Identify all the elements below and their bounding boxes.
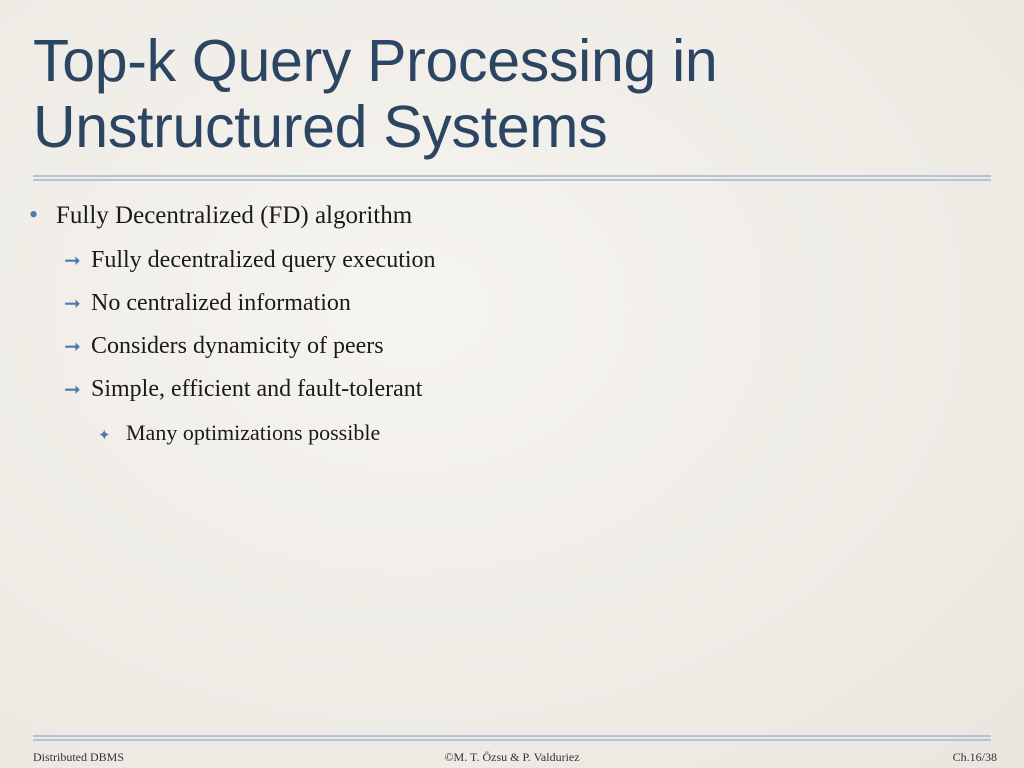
right-arrow-icon: ➞: [64, 293, 81, 315]
footer-page-number: Ch.16/38: [952, 750, 997, 764]
sub-bullet-text: Fully decentralized query execution: [91, 247, 436, 273]
sub-sub-bullet-item: [98, 420, 380, 446]
footer-copyright: ©M. T. Özsu & P. Valduriez: [444, 750, 580, 764]
right-arrow-icon: ➞: [64, 336, 81, 358]
footer-divider: [33, 735, 991, 741]
bullet-item: [29, 200, 413, 230]
right-arrow-icon: ➞: [64, 379, 81, 401]
bullet-dot-icon: •: [29, 200, 39, 229]
slide-title: Top-k Query Processing in Unstructured Systems: [33, 28, 718, 160]
four-point-star-icon: ✦: [98, 428, 111, 444]
sub-bullet-item: [64, 376, 422, 403]
sub-sub-bullet-text: Many optimizations possible: [126, 420, 381, 445]
bullet-text: Fully Decentralized (FD) algorithm: [56, 202, 413, 229]
title-divider: [33, 175, 991, 181]
footer-course: Distributed DBMS: [33, 750, 125, 764]
sub-bullet-item: [64, 333, 384, 360]
sub-bullet-text: Simple, efficient and fault-tolerant: [91, 376, 423, 402]
right-arrow-icon: ➞: [64, 250, 81, 272]
sub-bullet-text: No centralized information: [91, 290, 351, 316]
sub-bullet-text: Considers dynamicity of peers: [91, 333, 384, 359]
sub-bullet-item: [64, 247, 436, 274]
sub-bullet-item: [64, 290, 351, 317]
